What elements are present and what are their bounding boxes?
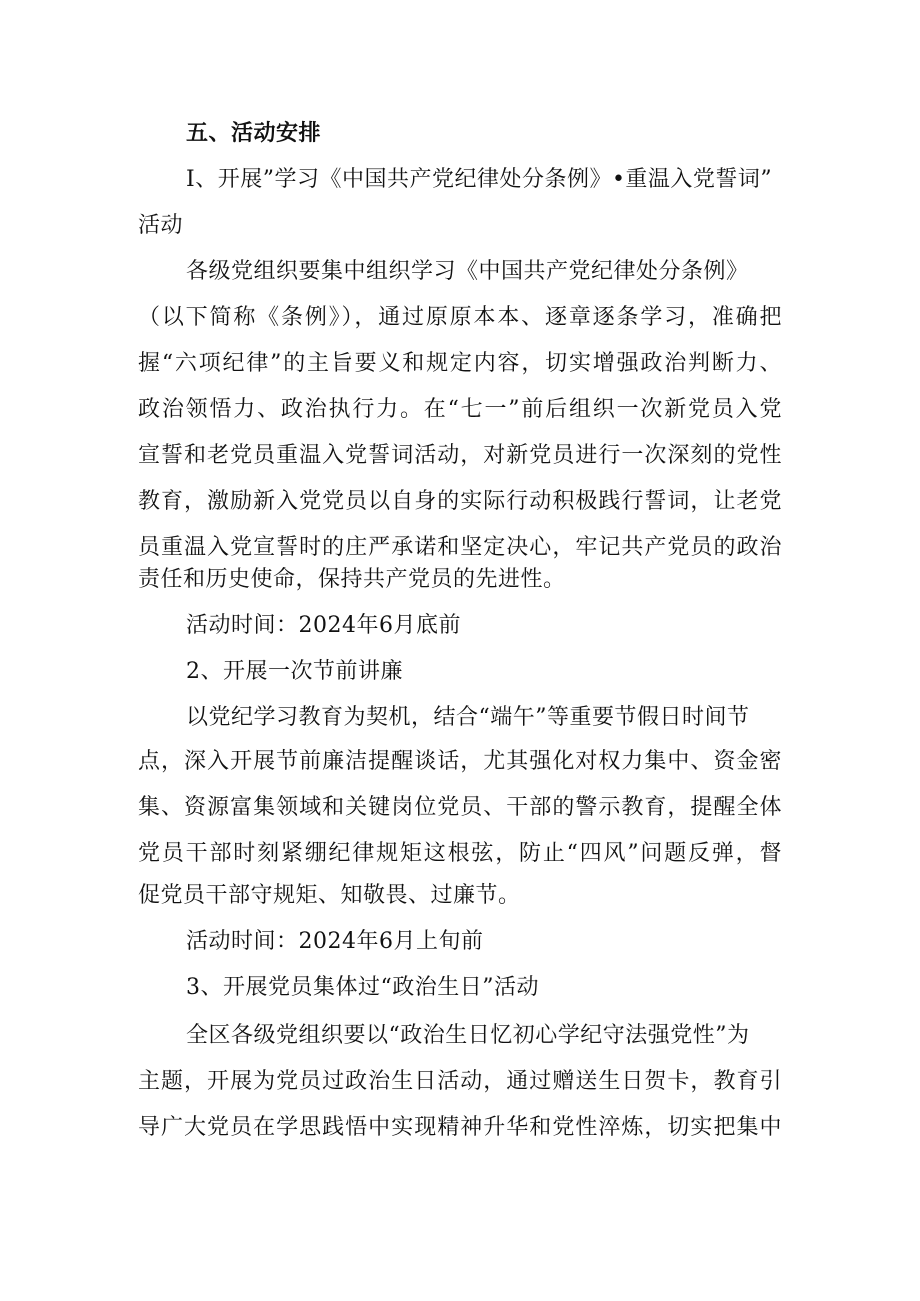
item1-activity-time: 活动时间：2024年6月底前 — [186, 613, 461, 638]
item1-body-line-6: 教育，激励新入党党员以自身的实际行动积极践行誓词，让老党 — [138, 489, 782, 514]
item1-body-line-8: 责任和历史使命，保持共产党员的先进性。 — [138, 567, 566, 592]
item1-body-line-1: 各级党组织要集中组织学习《中国共产党纪律处分条例》 — [186, 259, 749, 284]
item3-body-line-3: 导广大党员在学思践悟中实现精神升华和党性淬炼，切实把集中 — [138, 1115, 782, 1140]
item2-body-line-5: 促党员干部守规矩、知敬畏、过廉节。 — [138, 883, 521, 908]
item3-body-line-1: 全区各级党组织要以“政治生日忆初心学纪守法强党性”为 — [186, 1023, 750, 1048]
item1-body-line-3: 握“六项纪律”的主旨要义和规定内容，切实增强政治判断力、 — [138, 351, 782, 376]
item1-title-line2: 活动 — [138, 213, 184, 238]
item1-title-line1: I、开展”学习《中国共产党纪律处分条例》•重温入党誓词” — [186, 167, 773, 192]
section-heading: 五、活动安排 — [186, 121, 322, 146]
item1-body-line-2: （以下简称《条例》），通过原原本本、逐章逐条学习，准确把 — [138, 305, 782, 330]
item3-body-line-2: 主题，开展为党员过政治生日活动，通过赠送生日贺卡，教育引 — [138, 1069, 782, 1094]
item2-body-line-2: 点，深入开展节前廉洁提醒谈话，尤其强化对权力集中、资金密 — [138, 749, 782, 774]
item1-body-line-4: 政治领悟力、政治执行力。在“七一”前后组织一次新党员入党 — [138, 397, 782, 422]
item2-body-line-4: 党员干部时刻紧绷纪律规矩这根弦，防止“四风”问题反弹，督 — [138, 841, 782, 866]
item1-body-line-5: 宣誓和老党员重温入党誓词活动，对新党员进行一次深刻的党性 — [138, 443, 782, 468]
item2-title: 2、开展一次节前讲廉 — [186, 659, 403, 684]
item2-body-line-1: 以党纪学习教育为契机，结合“端午”等重要节假日时间节 — [186, 705, 750, 730]
item2-activity-time: 活动时间：2024年6月上旬前 — [186, 929, 484, 954]
item3-title: 3、开展党员集体过“政治生日”活动 — [186, 975, 539, 1000]
item1-body-line-7: 员重温入党宣誓时的庄严承诺和坚定决心，牢记共产党员的政治 — [138, 535, 782, 560]
item2-body-line-3: 集、资源富集领域和关键岗位党员、干部的警示教育，提醒全体 — [138, 795, 782, 820]
